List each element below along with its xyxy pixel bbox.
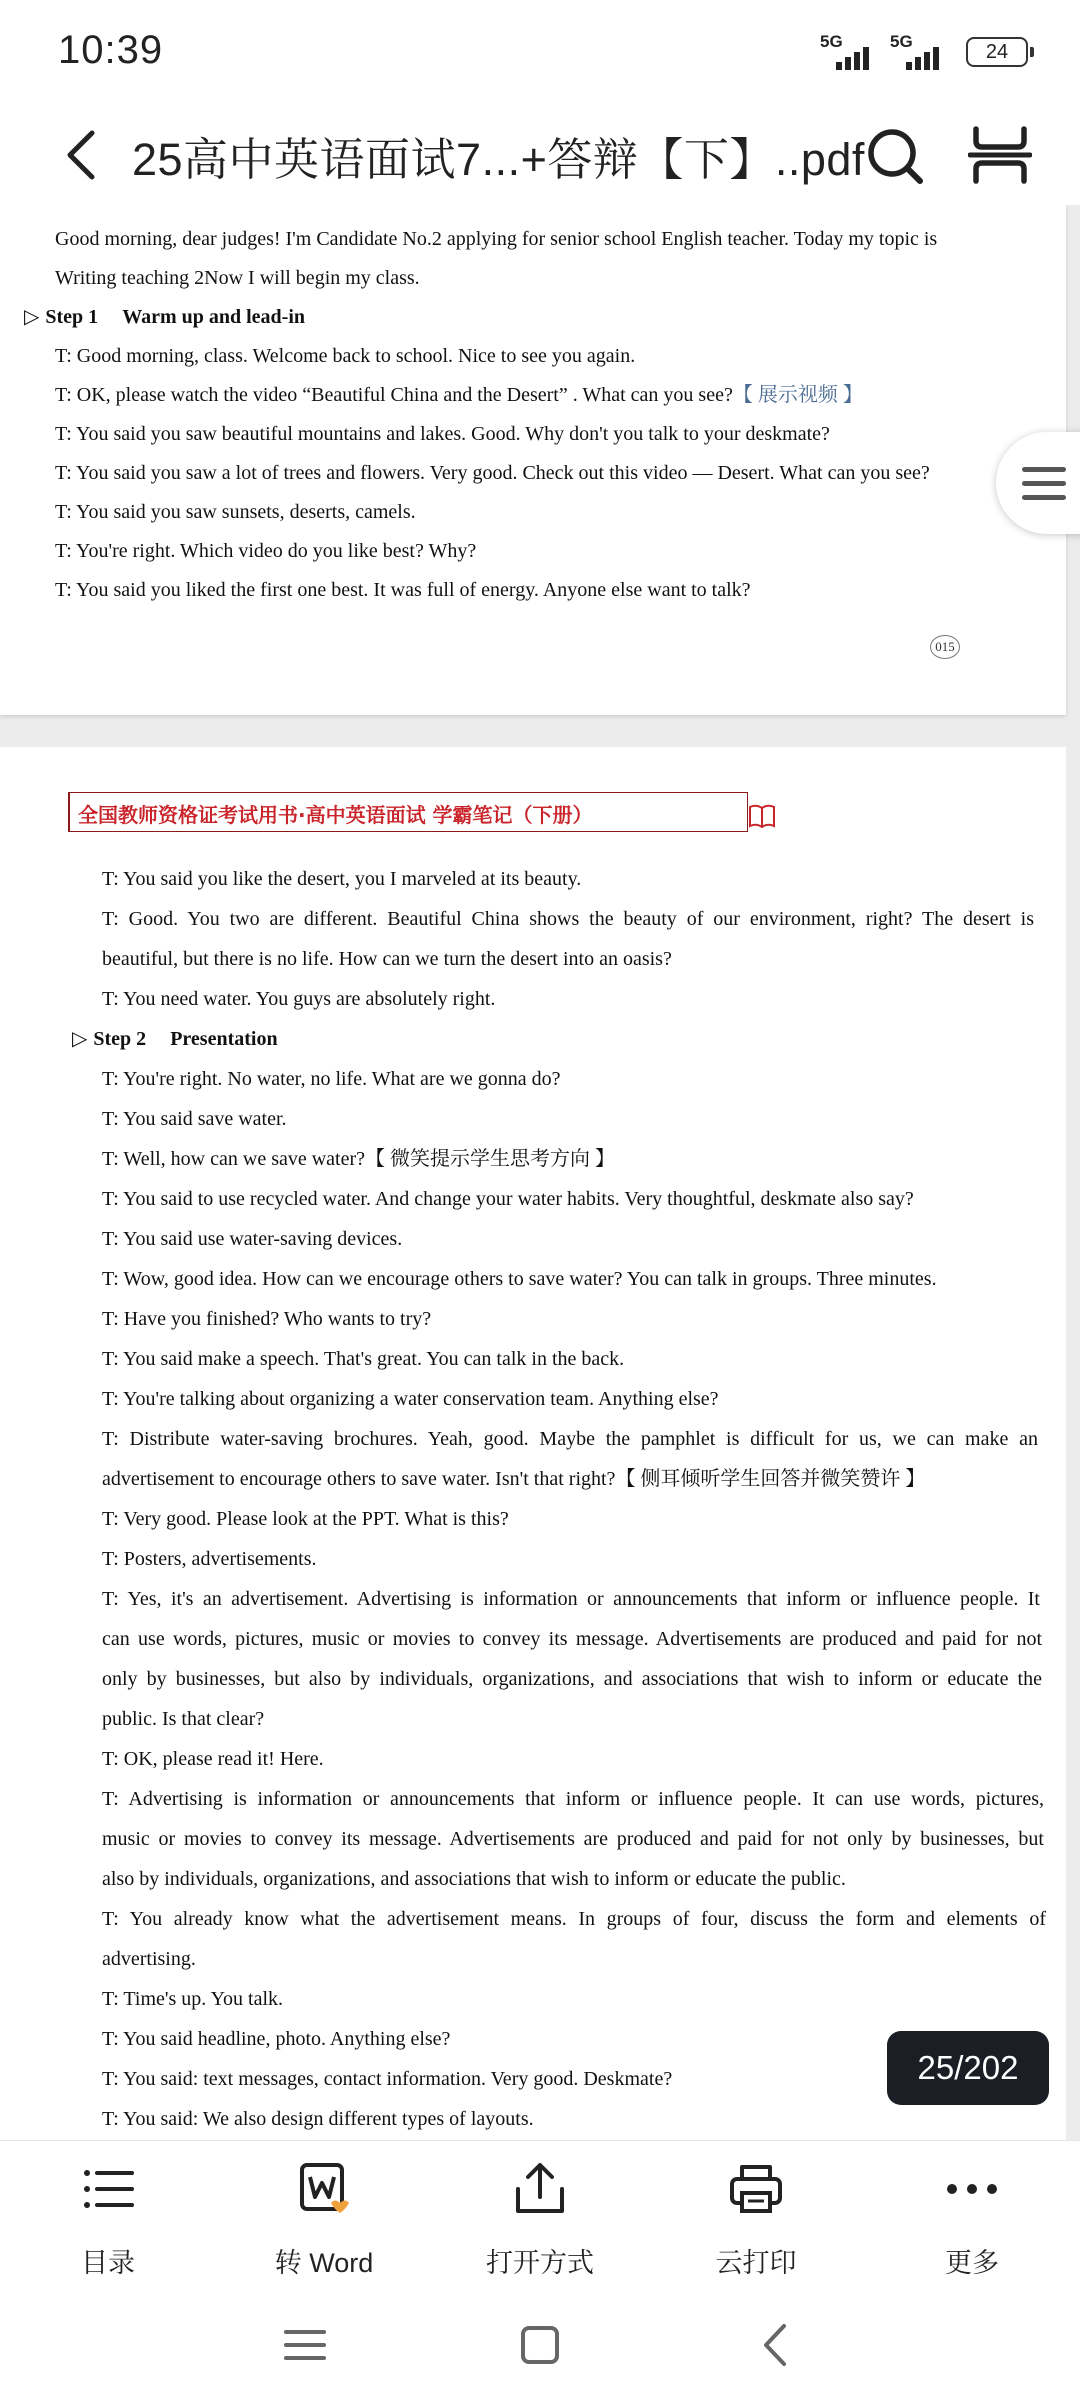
teacher-note: 【 微笑提示学生思考方向 】 (365, 1148, 616, 1170)
document-viewer[interactable] (0, 205, 1080, 2140)
text-line: T: Wow, good idea. How can we encourage others to save water? You can talk in groups. Three minutes. (102, 1268, 937, 1290)
text-span: T: OK, please watch the video “Beautiful China and the Desert” . What can you see? (55, 384, 733, 406)
top-bar (0, 105, 1080, 205)
text-line: T: You said use water-saving devices. (102, 1228, 403, 1250)
pdf-page (0, 205, 1066, 715)
text-line: T: You already know what the advertisement means. In groups of four, discuss the form and elements of (102, 1908, 1046, 1930)
recent-apps-icon[interactable] (280, 2320, 330, 2370)
text-line: T: You said headline, photo. Anything else? (102, 2028, 451, 2050)
text-line: beautiful, but there is no life. How can we turn the desert into an oasis? (102, 948, 672, 970)
word-icon (294, 2159, 354, 2219)
step-label: Step 1 (45, 306, 99, 328)
page-header: 全国教师资格证考试用书·高中英语面试 学霸笔记（下册） (78, 803, 593, 827)
text-line: T: Advertising is information or announcements that inform or influence people. It can use words, pictures, (102, 1788, 1044, 1810)
cloud-print-label: 云打印 (715, 2248, 797, 2278)
text-line: T: Posters, advertisements. (102, 1548, 317, 1570)
text-line: only by businesses, but also by individuals, organizations, and associations that wish to inform or educate the (102, 1668, 1042, 1690)
home-icon[interactable] (515, 2320, 565, 2370)
text-line: Good morning, dear judges! I'm Candidate No.2 applying for senior school English teacher. Today my topic is (55, 228, 938, 250)
menu-icon (1022, 481, 1066, 486)
text-line: T: You said you liked the first one best. It was full of energy. Anyone else want to talk? (55, 579, 751, 601)
text-line: T: Distribute water-saving brochures. Yeah, good. Maybe the pamphlet is difficult for us, we can make an (102, 1428, 1038, 1450)
text-line: T: You said save water. (102, 1108, 287, 1130)
text-line: T: Yes, it's an advertisement. Advertising is information or announcements that inform or influence people. It (102, 1588, 1040, 1610)
text-line: T: You said make a speech. That's great. You can talk in the back. (102, 1348, 625, 1370)
menu-icon (1022, 467, 1066, 472)
text-line: T: You said you saw a lot of trees and flowers. Very good. Check out this video — Desert. What can you see? (55, 462, 930, 484)
text-line: T: Good morning, class. Welcome back to school. Nice to see you again. (55, 345, 636, 367)
open-with-label: 打开方式 (486, 2248, 594, 2278)
more-icon (942, 2159, 1002, 2219)
text-line (55, 383, 863, 407)
step-marker-icon: ▷ (24, 306, 40, 328)
text-line: T: Have you finished? Who wants to try? (102, 1308, 432, 1330)
bottom-toolbar (0, 2140, 1080, 2290)
text-line: T: You said to use recycled water. And change your water habits. Very thoughtful, deskmate also say? (102, 1188, 914, 1210)
signal-2-icon (890, 32, 952, 72)
text-line: T: You said you like the desert, you I marveled at its beauty. (102, 868, 582, 890)
toc-label: 目录 (81, 2248, 135, 2278)
text-line: T: You said you saw beautiful mountains and lakes. Good. Why don't you talk to your deskmate? (55, 423, 830, 445)
step-heading (72, 1027, 278, 1051)
print-icon (726, 2159, 786, 2219)
text-line: can use words, pictures, music or movies to convey its message. Advertisements are produced and paid for not (102, 1628, 1042, 1650)
text-line: also by individuals, organizations, and associations that wish to inform or educate the public. (102, 1868, 846, 1890)
text-line: T: You said you saw sunsets, deserts, camels. (55, 501, 416, 523)
text-line (102, 1147, 615, 1171)
step-label: Step 2 (93, 1028, 147, 1050)
page-number: 015 (930, 635, 960, 659)
text-line: T: You're right. Which video do you like best? Why? (55, 540, 477, 562)
share-icon (510, 2159, 570, 2219)
text-line: T: Very good. Please look at the PPT. What is this? (102, 1508, 509, 1530)
convert-word-label: 转 Word (274, 2248, 374, 2278)
status-time: 10:39 (58, 28, 164, 72)
text-line: T: You're right. No water, no life. What are we gonna do? (102, 1068, 561, 1090)
pdf-page (0, 747, 1066, 2140)
book-icon (748, 803, 776, 829)
network-type: 5G (820, 32, 843, 51)
text-line: T: You're talking about organizing a water conservation team. Anything else? (102, 1388, 719, 1410)
text-line: T: You said: We also design different types of layouts. (102, 2108, 534, 2130)
page-indicator: 25/202 (887, 2031, 1049, 2105)
text-line: advertising. (102, 1948, 196, 1970)
teacher-note: 【 展示视频 】 (732, 384, 863, 406)
text-line: Writing teaching 2Now I will begin my class. (55, 267, 420, 289)
step-title: Warm up and lead-in (122, 306, 306, 328)
text-line: music or movies to convey its message. Advertisements are produced and paid for not only by businesses, but (102, 1828, 1044, 1850)
text-span: advertisement to encourage others to save water. Isn't that right? (102, 1468, 616, 1490)
battery-level: 24 (985, 40, 1009, 63)
convert-word-button[interactable] (244, 2159, 404, 2279)
network-type: 5G (890, 32, 913, 51)
text-line: T: You need water. You guys are absolutely right. (102, 988, 496, 1010)
signal-1-icon (820, 32, 882, 72)
list-icon (78, 2159, 138, 2219)
back-nav-icon[interactable] (752, 2320, 802, 2370)
teacher-note: 【 侧耳倾听学生回答并微笑赞许 】 (615, 1468, 926, 1490)
open-with-button[interactable] (460, 2159, 620, 2279)
search-icon[interactable] (860, 121, 928, 189)
text-line: T: Good. You two are different. Beautiful China shows the beauty of our environment, right? The desert is (102, 908, 1034, 930)
status-icons (820, 32, 1028, 72)
text-line (102, 1467, 925, 1491)
step-heading (24, 305, 305, 329)
battery-icon (966, 37, 1028, 67)
more-label: 更多 (945, 2248, 999, 2278)
step-title: Presentation (170, 1028, 278, 1050)
more-button[interactable] (892, 2159, 1052, 2279)
cloud-print-button[interactable] (676, 2159, 836, 2279)
text-line: T: You said: text messages, contact information. Very good. Deskmate? (102, 2068, 673, 2090)
scan-icon[interactable] (968, 123, 1032, 187)
toc-button[interactable] (28, 2159, 188, 2279)
system-nav-bar (0, 2290, 1080, 2401)
text-span: T: Well, how can we save water? (102, 1148, 366, 1170)
text-line: T: Time's up. You talk. (102, 1988, 283, 2010)
step-marker-icon: ▷ (72, 1028, 88, 1050)
menu-icon (1022, 495, 1066, 500)
document-title: 25高中英语面试7...+答辩【下】..pdf (132, 134, 865, 185)
status-bar (0, 0, 1080, 105)
back-icon[interactable] (58, 125, 108, 185)
text-line: T: OK, please read it! Here. (102, 1748, 324, 1770)
text-line: public. Is that clear? (102, 1708, 265, 1730)
